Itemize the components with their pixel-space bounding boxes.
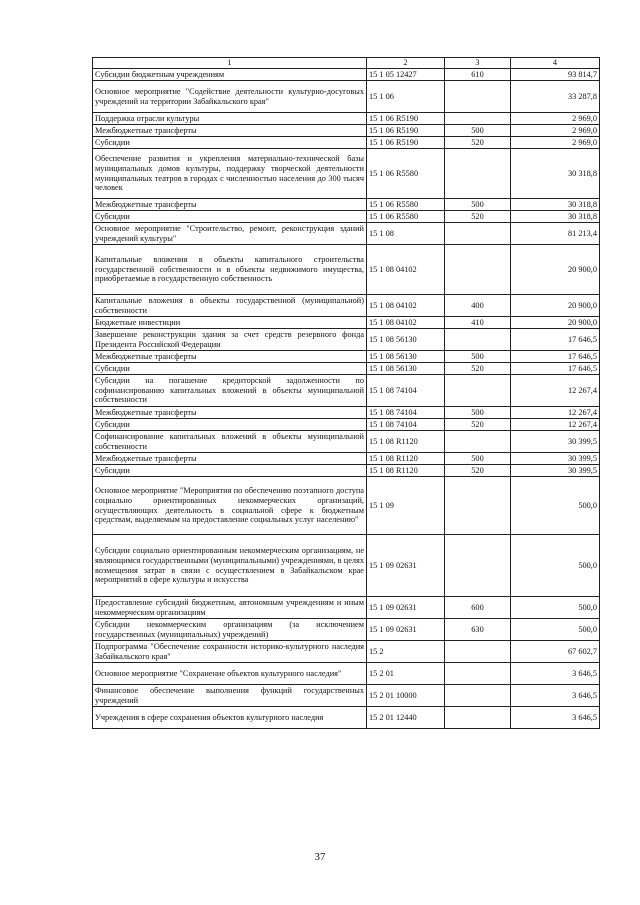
row-code-cell: 15 1 06 R5580 (367, 149, 445, 199)
row-code-cell: 15 1 09 02631 (367, 619, 445, 641)
row-name-cell: Предоставление субсидий бюджетным, автономным учреждениям и иным некоммерческим организациям (93, 597, 367, 619)
row-name-cell: Межбюджетные трансферты (93, 407, 367, 419)
row-code-cell: 15 1 09 02631 (367, 535, 445, 597)
row-type-cell (445, 81, 511, 113)
table-row (93, 363, 600, 375)
row-name-cell: Межбюджетные трансферты (93, 351, 367, 363)
row-name-cell: Основное мероприятие "Строительство, ремонт, реконструкция зданий учреждений культуры" (93, 223, 367, 245)
row-code-cell: 15 1 09 (367, 477, 445, 535)
table-row (93, 295, 600, 317)
table-row (93, 137, 600, 149)
row-type-cell (445, 329, 511, 351)
row-type-cell (445, 535, 511, 597)
row-type-cell: 520 (445, 211, 511, 223)
table-row (93, 69, 600, 81)
page-number: 37 (314, 851, 326, 863)
row-code-cell: 15 1 08 04102 (367, 317, 445, 329)
table-row (93, 407, 600, 419)
table-row (93, 113, 600, 125)
row-type-cell (445, 431, 511, 453)
row-code-cell: 15 1 08 74104 (367, 407, 445, 419)
table-row (93, 329, 600, 351)
row-amount-cell: 30 318,8 (511, 199, 600, 211)
row-code-cell: 15 1 06 R5190 (367, 125, 445, 137)
row-type-cell (445, 477, 511, 535)
row-name-cell: Субсидии социально ориентированным некоммерческим организациям, не являющимся государственными (муниципальными) учреждениями, в целях возмещения затрат в связи с осуществлением в Забайкальском крае мероприятий в сфере культуры и искусства (93, 535, 367, 597)
row-type-cell: 410 (445, 317, 511, 329)
header-cell-code: 2 (367, 58, 445, 69)
row-name-cell: Учреждения в сфере сохранения объектов культурного наследия (93, 707, 367, 729)
row-amount-cell: 17 646,5 (511, 351, 600, 363)
row-type-cell (445, 641, 511, 663)
row-code-cell: 15 2 01 10000 (367, 685, 445, 707)
row-name-cell: Бюджетные инвестиции (93, 317, 367, 329)
row-name-cell: Капитальные вложения в объекты государственной (муниципальной) собственности (93, 295, 367, 317)
row-name-cell: Капитальные вложения в объекты капитального строительства государственной собственности и в объекты недвижимого имущества, приобретаемые в государственную собственность (93, 245, 367, 295)
row-amount-cell: 500,0 (511, 477, 600, 535)
table-row (93, 619, 600, 641)
row-amount-cell: 17 646,5 (511, 329, 600, 351)
row-amount-cell: 3 646,5 (511, 707, 600, 729)
row-code-cell: 15 1 08 R1120 (367, 453, 445, 465)
row-code-cell: 15 1 08 04102 (367, 245, 445, 295)
row-type-cell (445, 375, 511, 407)
row-amount-cell: 12 267,4 (511, 419, 600, 431)
row-code-cell: 15 1 08 R1120 (367, 431, 445, 453)
row-code-cell: 15 1 05 12427 (367, 69, 445, 81)
row-type-cell: 500 (445, 125, 511, 137)
row-type-cell: 610 (445, 69, 511, 81)
table-row (93, 81, 600, 113)
header-cell-type: 3 (445, 58, 511, 69)
table-row (93, 419, 600, 431)
row-name-cell: Софинансирование капитальных вложений в объекты муниципальной собственности (93, 431, 367, 453)
row-type-cell: 520 (445, 419, 511, 431)
row-code-cell: 15 1 08 74104 (367, 419, 445, 431)
row-type-cell (445, 663, 511, 685)
row-amount-cell: 20 900,0 (511, 245, 600, 295)
row-name-cell: Поддержка отрасли культуры (93, 113, 367, 125)
table-row (93, 211, 600, 223)
table-row (93, 535, 600, 597)
row-name-cell: Финансовое обеспечение выполнения функций государственных учреждений (93, 685, 367, 707)
row-name-cell: Субсидии (93, 211, 367, 223)
header-row (93, 58, 600, 69)
row-code-cell: 15 1 06 R5580 (367, 199, 445, 211)
table-row (93, 375, 600, 407)
row-name-cell: Субсидии (93, 363, 367, 375)
row-code-cell: 15 1 06 (367, 81, 445, 113)
table-row (93, 707, 600, 729)
row-code-cell: 15 1 08 04102 (367, 295, 445, 317)
row-code-cell: 15 1 06 R5190 (367, 137, 445, 149)
row-type-cell: 500 (445, 407, 511, 419)
row-name-cell: Межбюджетные трансферты (93, 199, 367, 211)
row-name-cell: Субсидии некоммерческим организациям (за исключением государственных (муниципальных) учреждений) (93, 619, 367, 641)
row-amount-cell: 81 213,4 (511, 223, 600, 245)
row-type-cell: 520 (445, 465, 511, 477)
table-row (93, 125, 600, 137)
table-row (93, 317, 600, 329)
row-name-cell: Межбюджетные трансферты (93, 125, 367, 137)
row-name-cell: Межбюджетные трансферты (93, 453, 367, 465)
table-row (93, 465, 600, 477)
row-amount-cell: 20 900,0 (511, 317, 600, 329)
row-amount-cell: 2 969,0 (511, 137, 600, 149)
row-type-cell: 600 (445, 597, 511, 619)
row-type-cell (445, 113, 511, 125)
table-row (93, 685, 600, 707)
row-code-cell: 15 2 01 (367, 663, 445, 685)
row-amount-cell: 500,0 (511, 535, 600, 597)
row-name-cell: Основное мероприятие "Сохранение объектов культурного наследия" (93, 663, 367, 685)
table-row (93, 477, 600, 535)
row-amount-cell: 93 814,7 (511, 69, 600, 81)
row-type-cell (445, 245, 511, 295)
row-code-cell: 15 1 09 02631 (367, 597, 445, 619)
row-code-cell: 15 1 08 74104 (367, 375, 445, 407)
row-code-cell: 15 1 08 56130 (367, 329, 445, 351)
row-amount-cell: 500,0 (511, 619, 600, 641)
row-type-cell: 520 (445, 363, 511, 375)
table-row (93, 597, 600, 619)
row-type-cell: 400 (445, 295, 511, 317)
row-name-cell: Субсидии (93, 419, 367, 431)
row-code-cell: 15 1 06 R5580 (367, 211, 445, 223)
row-name-cell: Основное мероприятие "Содействие деятельности культурно-досуговых учреждений на территории Забайкальского края" (93, 81, 367, 113)
row-code-cell: 15 2 01 12440 (367, 707, 445, 729)
row-code-cell: 15 1 08 56130 (367, 351, 445, 363)
row-type-cell (445, 685, 511, 707)
row-name-cell: Обеспечение развития и укрепления материально-технической базы муниципальных домов культуры, поддержку творческой деятельности муниципальных театров в городах с численностью населения до 300 тысяч человек (93, 149, 367, 199)
row-type-cell (445, 223, 511, 245)
row-name-cell: Подпрограмма "Обеспечение сохранности историко-культурного наследия Забайкальского края" (93, 641, 367, 663)
row-code-cell: 15 1 08 56130 (367, 363, 445, 375)
table-row (93, 245, 600, 295)
row-type-cell (445, 149, 511, 199)
row-amount-cell: 30 318,8 (511, 149, 600, 199)
row-type-cell: 520 (445, 137, 511, 149)
row-name-cell: Основное мероприятие "Мероприятия по обеспечению поэтапного доступа социально ориентированных некоммерческих организаций, осуществляющих деятельность в социальной сфере к бюджетным средствам, выделяемым на предоставление социальных услуг населению" (93, 477, 367, 535)
row-type-cell (445, 707, 511, 729)
row-code-cell: 15 1 06 R5190 (367, 113, 445, 125)
budget-table (92, 57, 600, 729)
row-code-cell: 15 2 (367, 641, 445, 663)
table-row (93, 223, 600, 245)
header-cell-amount: 4 (511, 58, 600, 69)
row-amount-cell: 30 318,8 (511, 211, 600, 223)
table-row (93, 641, 600, 663)
table-row (93, 663, 600, 685)
table-row (93, 149, 600, 199)
table-row (93, 431, 600, 453)
row-amount-cell: 17 646,5 (511, 363, 600, 375)
row-amount-cell: 67 602,7 (511, 641, 600, 663)
row-amount-cell: 30 399,5 (511, 453, 600, 465)
row-code-cell: 15 1 08 (367, 223, 445, 245)
table-row (93, 351, 600, 363)
row-amount-cell: 30 399,5 (511, 431, 600, 453)
row-name-cell: Субсидии (93, 137, 367, 149)
row-amount-cell: 2 969,0 (511, 125, 600, 137)
row-amount-cell: 500,0 (511, 597, 600, 619)
row-name-cell: Субсидии на погашение кредиторской задолженности по софинансированию капитальных вложений в объекты муниципальной собственности (93, 375, 367, 407)
row-amount-cell: 20 900,0 (511, 295, 600, 317)
table-row (93, 453, 600, 465)
row-amount-cell: 3 646,5 (511, 663, 600, 685)
row-name-cell: Завершение реконструкции здания за счет средств резервного фонда Президента Российской Федерации (93, 329, 367, 351)
row-type-cell: 500 (445, 351, 511, 363)
row-amount-cell: 33 287,8 (511, 81, 600, 113)
header-cell-name: 1 (93, 58, 367, 69)
row-code-cell: 15 1 08 R1120 (367, 465, 445, 477)
row-name-cell: Субсидии бюджетным учреждениям (93, 69, 367, 81)
table-body (93, 58, 600, 729)
row-amount-cell: 30 399,5 (511, 465, 600, 477)
row-type-cell: 500 (445, 453, 511, 465)
row-amount-cell: 3 646,5 (511, 685, 600, 707)
row-amount-cell: 12 267,4 (511, 375, 600, 407)
row-amount-cell: 12 267,4 (511, 407, 600, 419)
row-amount-cell: 2 969,0 (511, 113, 600, 125)
row-type-cell: 500 (445, 199, 511, 211)
row-name-cell: Субсидии (93, 465, 367, 477)
table-row (93, 199, 600, 211)
row-type-cell: 630 (445, 619, 511, 641)
